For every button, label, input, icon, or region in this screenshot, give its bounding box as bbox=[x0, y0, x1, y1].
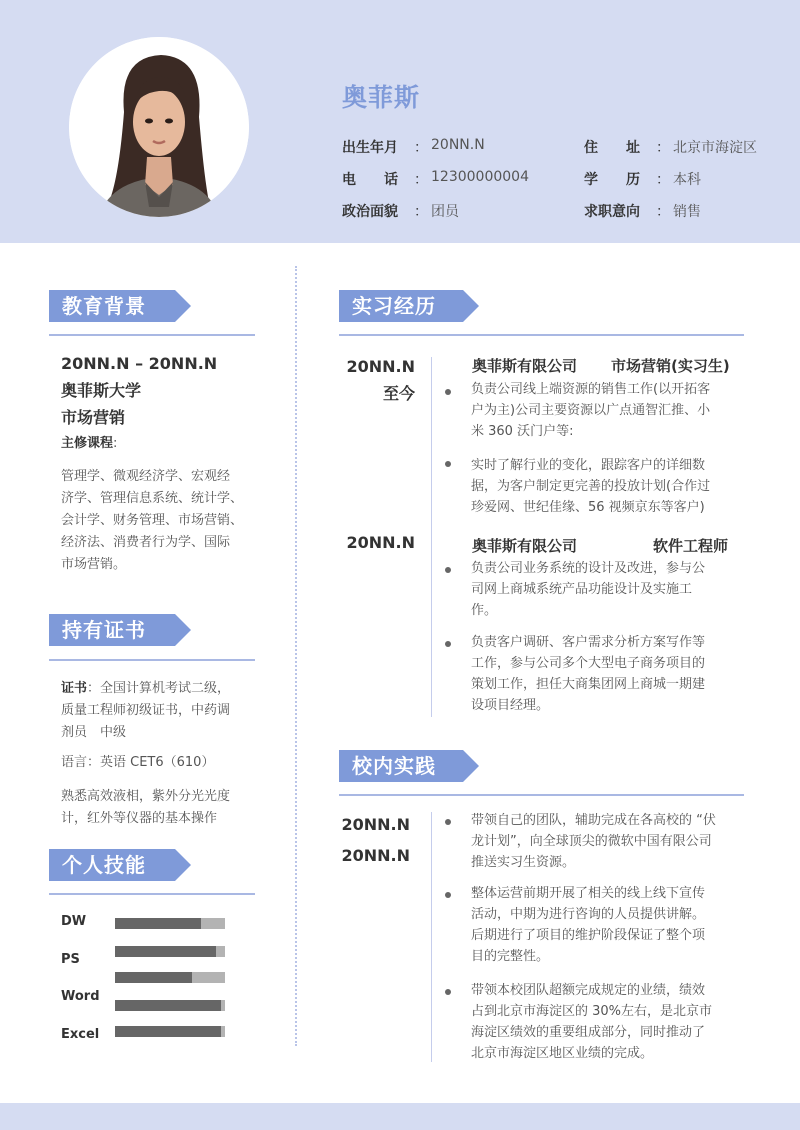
info-separator: ： bbox=[656, 172, 670, 188]
courses-line: 管理学、微观经济学、宏观经 bbox=[61, 469, 231, 484]
info-birth-key: 出生年月 bbox=[342, 140, 398, 156]
job1-date-start: 20NN.N bbox=[346, 357, 415, 376]
bullet-line: 实时了解行业的变化，跟踪客户的详细数 bbox=[471, 458, 706, 473]
courses-line: 市场营销。 bbox=[61, 557, 127, 572]
campus-bullet-1 bbox=[471, 810, 747, 873]
campus-divider bbox=[339, 794, 744, 796]
campus-date-start: 20NN.N bbox=[341, 815, 410, 834]
skill-fill-dw bbox=[115, 918, 201, 929]
internship-timeline-line bbox=[431, 357, 432, 717]
language-line: 语言：英语 CET6（610） bbox=[61, 755, 215, 770]
info-education-value: 本科 bbox=[673, 172, 701, 188]
skill-fill-ps bbox=[115, 946, 216, 957]
bullet-line: 工作，参与公司多个大型电子商务项目的 bbox=[471, 656, 706, 671]
skill-fill-excel bbox=[115, 1000, 221, 1011]
job1-bullet-2 bbox=[471, 455, 747, 518]
campus-bullet-2 bbox=[471, 883, 747, 967]
skill-bar-word bbox=[115, 972, 225, 983]
job2-role: 软件工程师 bbox=[653, 537, 729, 555]
skill-label-dw: DW bbox=[61, 914, 87, 929]
bullet-line: 负责客户调研、客户需求分析方案写作等 bbox=[471, 635, 706, 650]
info-separator: ： bbox=[656, 140, 670, 156]
bullet-dot-icon bbox=[445, 567, 451, 573]
education-school: 奥菲斯大学 bbox=[61, 381, 142, 400]
info-address bbox=[584, 137, 757, 157]
bullet-line: 司网上商城系统产品功能设计及实施工 bbox=[471, 582, 693, 597]
info-phone bbox=[342, 169, 529, 189]
skill-bar-dw bbox=[115, 918, 225, 929]
bullet-line: 户为主)公司主要资源以广点通智汇推、小 bbox=[471, 403, 711, 418]
job1-bullet-1 bbox=[471, 379, 747, 442]
job1-company: 奥菲斯有限公司 bbox=[472, 357, 578, 375]
courses-line: 经济法、消费者行为学、国际 bbox=[61, 535, 231, 550]
title-arrow-icon bbox=[175, 849, 191, 881]
job2-bullet-2 bbox=[471, 632, 747, 716]
bullet-line: 设项目经理。 bbox=[471, 698, 550, 713]
bullet-line: 据，为客户制定更完善的投放计划(合作过 bbox=[471, 479, 711, 494]
bullet-dot-icon bbox=[445, 461, 451, 467]
bullet-line: 后期进行了项目的维护阶段保证了整个项 bbox=[471, 928, 706, 943]
skill-fill-extra bbox=[115, 1026, 221, 1037]
job1-date-end: 至今 bbox=[382, 384, 415, 403]
bullet-dot-icon bbox=[445, 641, 451, 647]
education-divider bbox=[49, 334, 255, 336]
education-title-text: 教育背景 bbox=[49, 290, 175, 322]
certificates-block bbox=[61, 678, 271, 744]
instrument-skills bbox=[61, 786, 271, 830]
info-objective bbox=[584, 201, 701, 221]
title-arrow-icon bbox=[175, 614, 191, 646]
cert-label: 证书 bbox=[61, 681, 88, 696]
courses-line: 会计学、财务管理、市场营销、 bbox=[61, 513, 244, 528]
cert-line: 质量工程师初级证书，中药调 bbox=[61, 703, 231, 718]
campus-title-text: 校内实践 bbox=[339, 750, 463, 782]
internship-title-text: 实习经历 bbox=[339, 290, 463, 322]
courses-list bbox=[61, 466, 271, 576]
title-arrow-icon bbox=[463, 750, 479, 782]
bullet-line: 作。 bbox=[471, 603, 498, 618]
campus-date-end: 20NN.N bbox=[341, 846, 410, 865]
courses-heading bbox=[61, 433, 117, 455]
bullet-dot-icon bbox=[445, 892, 451, 898]
bullet-line: 整体运营前期开展了相关的线上线下宣传 bbox=[471, 886, 706, 901]
skill-fill-word bbox=[115, 972, 192, 983]
cert-line-text: ：全国计算机考试二级， bbox=[87, 681, 231, 696]
bullet-line: 目的完整性。 bbox=[471, 949, 550, 964]
campus-timeline-line bbox=[431, 812, 432, 1062]
skill-label-ps: PS bbox=[61, 952, 80, 967]
info-separator: ： bbox=[414, 140, 428, 156]
info-education-key: 学 历 bbox=[584, 172, 640, 188]
bullet-dot-icon bbox=[445, 989, 451, 995]
info-separator: ： bbox=[414, 172, 428, 188]
bullet-line: 占到北京市海淀区的 30%左右，是北京市 bbox=[471, 1004, 713, 1019]
info-political-key: 政治面貌 bbox=[342, 204, 398, 220]
bullet-dot-icon bbox=[445, 389, 451, 395]
info-address-value: 北京市海淀区 bbox=[673, 140, 757, 156]
bullet-line: 带领本校团队超额完成规定的业绩，绩效 bbox=[471, 983, 706, 998]
campus-bullet-3 bbox=[471, 980, 747, 1064]
title-arrow-icon bbox=[175, 290, 191, 322]
job2-bullet-1 bbox=[471, 558, 747, 621]
info-separator: ： bbox=[414, 204, 428, 220]
skill-bar-ps bbox=[115, 946, 225, 957]
bullet-line: 活动，中期为进行咨询的人员提供讲解。 bbox=[471, 907, 706, 922]
bullet-line: 带领自己的团队，辅助完成在各高校的 “伏 bbox=[471, 813, 716, 828]
profile-photo bbox=[69, 37, 249, 217]
info-birth-value: 20NN.N bbox=[431, 137, 485, 153]
header-band bbox=[0, 0, 800, 243]
bullet-line: 推送实习生资源。 bbox=[471, 855, 576, 870]
info-education-level bbox=[584, 169, 701, 189]
skill-label-word: Word bbox=[61, 989, 100, 1004]
skills-title-text: 个人技能 bbox=[49, 849, 175, 881]
bullet-line: 负责公司线上端资源的销售工作(以开拓客 bbox=[471, 382, 711, 397]
skill-bar-excel bbox=[115, 1000, 225, 1011]
info-objective-value: 销售 bbox=[673, 204, 701, 220]
bullet-dot-icon bbox=[445, 819, 451, 825]
courses-line: 济学、管理信息系统、统计学、 bbox=[61, 491, 244, 506]
skills-divider bbox=[49, 893, 255, 895]
info-phone-key: 电 话 bbox=[342, 172, 398, 188]
education-major: 市场营销 bbox=[61, 408, 126, 427]
internship-divider bbox=[339, 334, 744, 336]
candidate-name: 奥菲斯 bbox=[342, 83, 421, 112]
portrait-icon bbox=[69, 37, 249, 217]
instrument-line: 计，红外等仪器的基本操作 bbox=[61, 811, 218, 826]
column-divider bbox=[295, 266, 297, 1046]
info-phone-value: 12300000004 bbox=[431, 169, 529, 185]
job1-date bbox=[335, 355, 415, 409]
bullet-line: 海淀区绩效的重要组成部分，同时推动了 bbox=[471, 1025, 706, 1040]
info-address-key: 住 址 bbox=[584, 140, 640, 156]
cert-line bbox=[61, 678, 271, 700]
info-political bbox=[342, 201, 459, 221]
footer-band bbox=[0, 1103, 800, 1130]
job2-company: 奥菲斯有限公司 bbox=[472, 537, 578, 555]
job1-role: 市场营销(实习生) bbox=[611, 357, 730, 375]
info-objective-key: 求职意向 bbox=[584, 204, 640, 220]
courses-colon: : bbox=[113, 436, 118, 451]
skill-label-excel: Excel bbox=[61, 1027, 100, 1042]
bullet-line: 龙计划”，向全球顶尖的微软中国有限公司 bbox=[471, 834, 712, 849]
title-arrow-icon bbox=[463, 290, 479, 322]
certificates-divider bbox=[49, 659, 255, 661]
cert-line: 剂员 中级 bbox=[61, 725, 127, 740]
job2-date: 20NN.N bbox=[346, 533, 415, 552]
info-separator: ： bbox=[656, 204, 670, 220]
certificates-title-text: 持有证书 bbox=[49, 614, 175, 646]
education-period: 20NN.N – 20NN.N bbox=[61, 354, 218, 373]
bullet-line: 米 360 沃门户等: bbox=[471, 424, 574, 439]
info-birth bbox=[342, 137, 485, 157]
bullet-line: 策划工作，担任大商集团网上商城一期建 bbox=[471, 677, 706, 692]
skill-bar-extra bbox=[115, 1026, 225, 1037]
courses-label: 主修课程 bbox=[61, 436, 114, 451]
bullet-line: 珍爱网、世纪佳缘、56 视频京东等客户) bbox=[471, 500, 705, 515]
instrument-line: 熟悉高效液相，紫外分光光度 bbox=[61, 789, 231, 804]
bullet-line: 负责公司业务系统的设计及改进，参与公 bbox=[471, 561, 706, 576]
campus-date bbox=[329, 812, 410, 874]
bullet-line: 北京市海淀区地区业绩的完成。 bbox=[471, 1046, 654, 1061]
info-political-value: 团员 bbox=[431, 204, 459, 220]
